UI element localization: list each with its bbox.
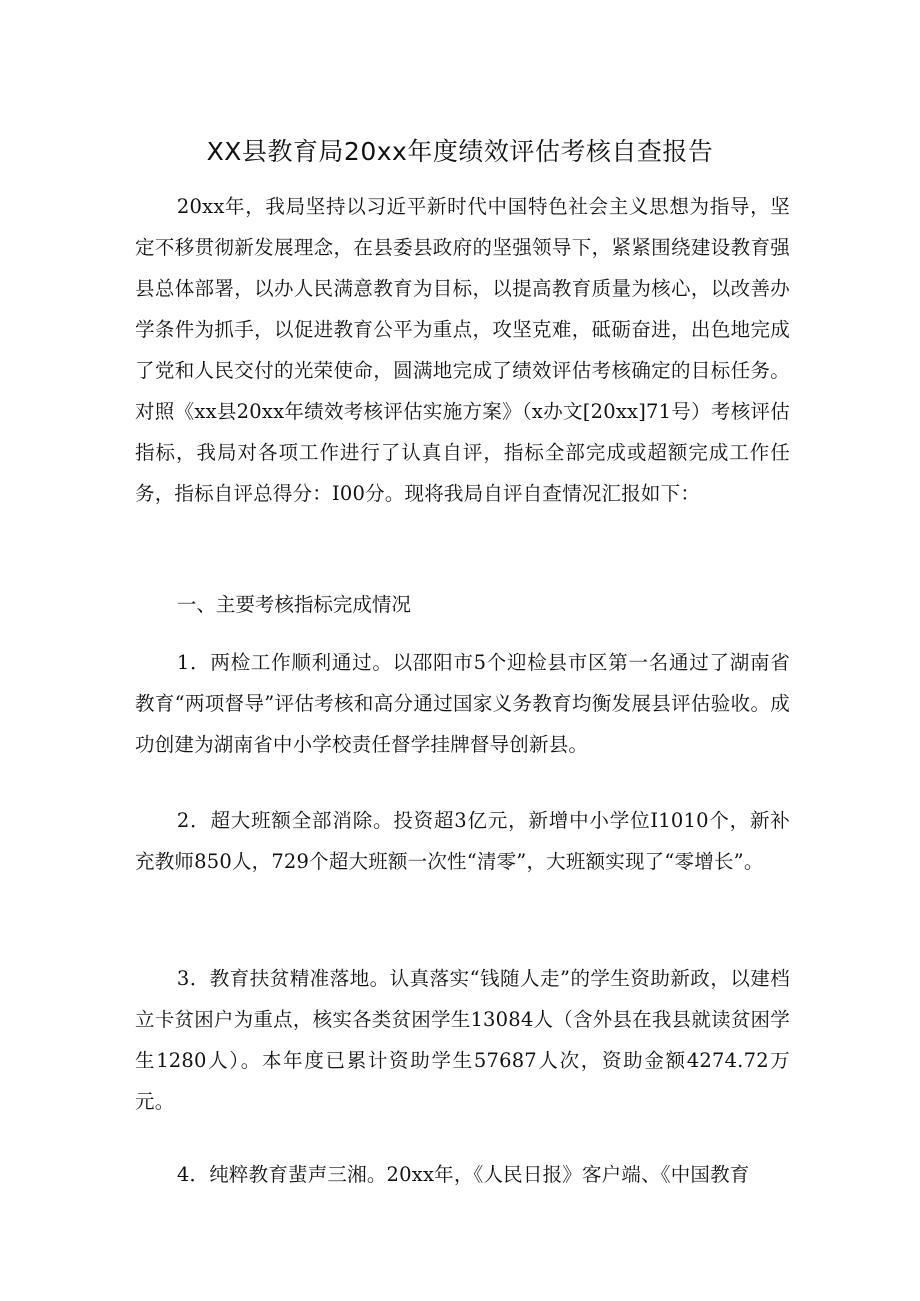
- item-paragraph-2: 2．超大班额全部消除。投资超3亿元，新增中小学位I1010个，新补充教师850人，729个超大班额一次性“清零”，大班额实现了“零增长”。: [135, 809, 790, 873]
- intro-paragraph: 20xx年，我局坚持以习近平新时代中国特色社会主义思想为指导，坚定不移贯彻新发展理念，在县委县政府的坚强领导下，紧紧围绕建设教育强县总体部署，以办人民满意教育为目标，以提高教育质量为核心，以改善办学条件为抓手，以促进教育公平为重点，攻坚克难，砥砺奋进，出色地完成了党和人民交付的光荣使命，圆满地完成了绩效评估考核确定的目标任务。对照《xx县20xx年绩效考核评估实施方案》（x办文[20xx]71号）考核评估指标，我局对各项工作进行了认真自评，指标全部完成或超额完成工作任务，指标自评总得分：I00分。现将我局自评自查情况汇报如下：: [135, 195, 790, 505]
- item-paragraph-3: 3．教育扶贫精准落地。认真落实“钱随人走”的学生资助新政，以建档立卡贫困户为重点，核实各类贫困学生13084人（含外县在我县就读贫困学生1280人）。本年度已累计资助学生57687人次，资助金额4274.72万元。: [135, 967, 790, 1113]
- item-paragraph-1: 1．两检工作顺利通过。以邵阳市5个迎检县市区第一名通过了湖南省教育“两项督导”评估考核和高分通过国家义务教育均衡发展县评估验收。成功创建为湖南省中小学校责任督学挂牌督导创新县。: [135, 651, 790, 756]
- item-paragraph-4: 4．纯粹教育蜚声三湘。20xx年，《人民日报》客户端、《中国教育: [176, 1163, 750, 1186]
- document-title: XX县教育局20xx年度绩效评估考核自查报告: [206, 137, 714, 166]
- section-heading-1: 一、主要考核指标完成情况: [176, 593, 411, 616]
